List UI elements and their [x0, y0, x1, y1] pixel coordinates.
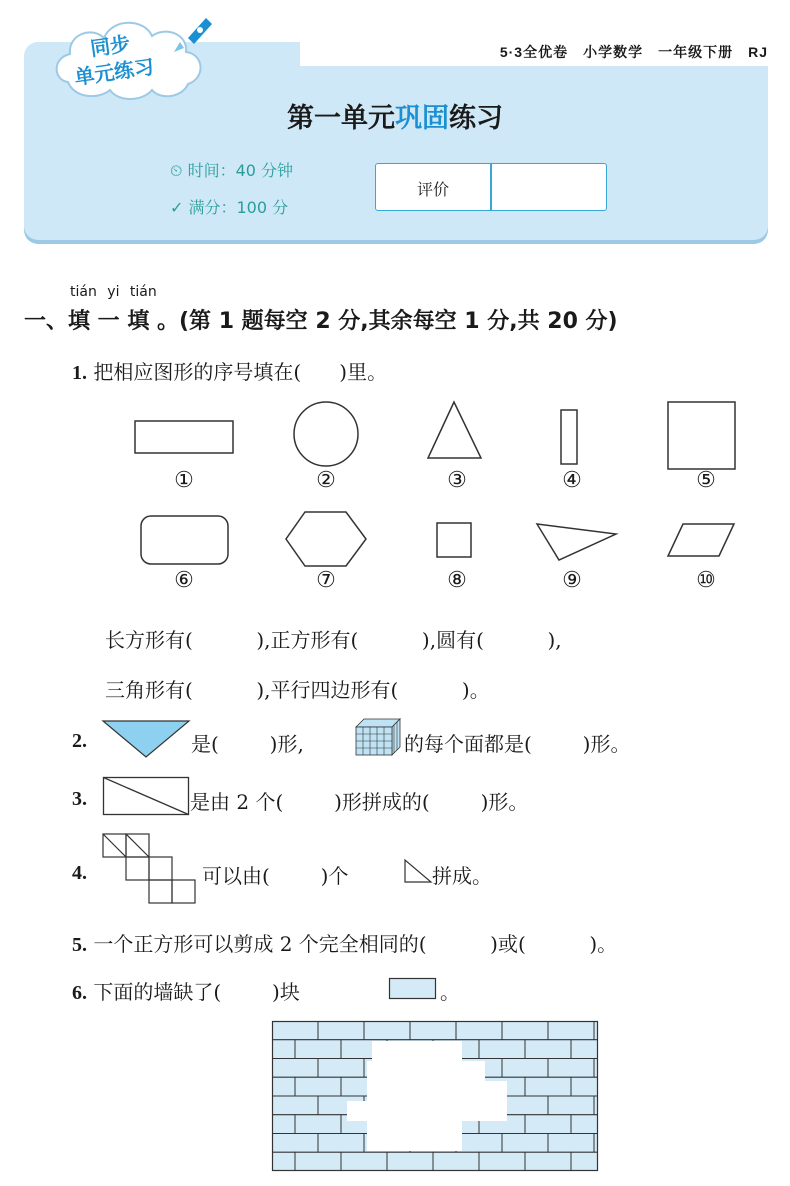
wall-brick: [364, 1059, 410, 1078]
wall-brick: [295, 1115, 341, 1134]
wall-brick: [594, 1096, 640, 1115]
wall-brick: [594, 1059, 640, 1078]
wall-brick: [548, 1059, 594, 1078]
wall-brick: [295, 1040, 341, 1059]
wall-brick: [341, 1115, 387, 1134]
wall-brick: [479, 1115, 525, 1134]
page-title: 第一单元巩固练习: [287, 103, 503, 134]
section-heading: 一、填 一 填 。(第 1 题每空 2 分,其余每空 1 分,共 20 分): [24, 309, 618, 334]
wall-brick: [456, 1134, 502, 1153]
wall-brick: [502, 1134, 548, 1153]
time-label: 时间：40 分钟: [187, 161, 294, 180]
shape-parallelogram-10: [668, 524, 734, 556]
wall-brick: [387, 1115, 433, 1134]
wall-brick: [456, 1059, 502, 1078]
shape-circle-2: [294, 402, 358, 466]
badge-line1: 同步: [88, 31, 132, 61]
shape-triangle-9: [537, 524, 616, 560]
shape-label-3: ③: [447, 468, 467, 493]
question-3-number: 3.: [72, 788, 87, 810]
wall-brick: [318, 1059, 364, 1078]
shape-label-5: ⑤: [696, 468, 716, 493]
wall-brick: [525, 1040, 571, 1059]
shape-label-8: ⑧: [447, 568, 467, 593]
wall-brick: [571, 1115, 617, 1134]
wall-brick: [525, 1115, 571, 1134]
section-pinyin: tián yi tián: [70, 284, 157, 300]
shape-label-4: ④: [562, 468, 582, 493]
clock-icon: ⏲: [170, 161, 183, 180]
wall-brick: [502, 1021, 548, 1040]
brick-wall-diagram: [272, 1021, 602, 1173]
shape-rounded-rectangle-6: [141, 516, 228, 564]
wall-brick: [571, 1152, 617, 1171]
question-6[interactable]: 6. 下面的墙缺了( )块: [72, 980, 300, 1004]
wall-brick: [341, 1077, 387, 1096]
wall-brick: [548, 1134, 594, 1153]
shape-rectangle-1: [135, 421, 233, 453]
wall-brick: [387, 1040, 433, 1059]
wall-brick: [410, 1134, 456, 1153]
wall-brick: [295, 1152, 341, 1171]
wall-brick: [433, 1152, 479, 1171]
downward-triangle-icon: [103, 719, 193, 759]
shape-label-1: ①: [174, 468, 194, 493]
question-4-part-a[interactable]: 可以由( )个: [202, 864, 349, 888]
wall-brick: [571, 1077, 617, 1096]
wall-brick: [433, 1040, 479, 1059]
rubik-cube-icon: [356, 719, 402, 755]
q1-answer-line-1[interactable]: 长方形有( ),正方形有( ),圆有( ),: [105, 628, 562, 652]
badge-line2: 单元练习: [72, 54, 156, 90]
shape-rectangle-4: [561, 410, 577, 464]
wall-brick: [387, 1077, 433, 1096]
time-row: [170, 158, 293, 181]
wall-brick: [272, 1096, 318, 1115]
score-label: 满分：100 分: [188, 198, 289, 217]
shape-triangle-3: [428, 402, 481, 458]
wall-brick: [364, 1096, 410, 1115]
wall-brick: [364, 1021, 410, 1040]
evaluation-field[interactable]: [492, 164, 606, 210]
wall-brick: [272, 1021, 318, 1040]
wall-brick: [272, 1059, 318, 1078]
wall-brick: [410, 1059, 456, 1078]
wall-brick: [364, 1134, 410, 1153]
wall-brick: [502, 1096, 548, 1115]
small-triangle-icon: [404, 858, 434, 884]
shape-hexagon-7: [286, 512, 366, 566]
wall-brick: [295, 1077, 341, 1096]
wall-brick: [594, 1134, 640, 1153]
question-2-number: 2.: [72, 730, 87, 752]
wall-brick: [456, 1021, 502, 1040]
shape-label-6: ⑥: [174, 568, 194, 593]
wall-brick: [525, 1077, 571, 1096]
shape-square-8: [437, 523, 471, 557]
wall-brick: [318, 1134, 364, 1153]
question-2-part-b[interactable]: 的每个面都是( )形。: [404, 732, 631, 756]
wall-brick: [318, 1096, 364, 1115]
wall-brick: [502, 1059, 548, 1078]
staircase-squares-icon: [103, 834, 203, 906]
question-5[interactable]: 5. 一个正方形可以剪成 2 个完全相同的( )或( )。: [72, 932, 618, 956]
wall-brick: [548, 1096, 594, 1115]
shape-label-9: ⑨: [562, 568, 582, 593]
book-info: 5·3全优卷 小学数学 一年级下册 RJ: [499, 44, 768, 60]
wall-brick: [410, 1096, 456, 1115]
rectangle-diagonal-icon: [103, 777, 193, 817]
question-1: 1. 把相应图形的序号填在( )里。: [72, 360, 388, 384]
wall-brick: [594, 1021, 640, 1040]
wall-brick: [341, 1040, 387, 1059]
wall-brick: [479, 1077, 525, 1096]
question-6-end: 。: [440, 980, 460, 1004]
wall-brick: [479, 1152, 525, 1171]
shape-label-7: ⑦: [316, 568, 336, 593]
wall-brick: [318, 1021, 364, 1040]
check-icon: ✓: [170, 198, 184, 217]
question-3-text[interactable]: 是由 2 个( )形拼成的( )形。: [190, 790, 529, 814]
wall-brick: [525, 1152, 571, 1171]
q1-answer-line-2[interactable]: 三角形有( ),平行四边形有( )。: [105, 678, 490, 702]
shape-square-5: [668, 402, 735, 469]
question-4-number: 4.: [72, 862, 87, 884]
evaluation-box: [375, 163, 607, 211]
question-2-part-a[interactable]: 是( )形,: [191, 732, 304, 756]
wall-brick: [433, 1115, 479, 1134]
question-4-part-b: 拼成。: [432, 864, 492, 888]
shape-label-10: ⑩: [696, 568, 716, 593]
wall-brick: [548, 1021, 594, 1040]
wall-brick: [272, 1134, 318, 1153]
score-row: [170, 195, 288, 218]
brick-icon: [389, 978, 439, 1002]
shape-label-2: ②: [316, 468, 336, 493]
wall-brick: [479, 1040, 525, 1059]
evaluation-label: 评价: [416, 180, 449, 199]
wall-brick: [433, 1077, 479, 1096]
wall-brick: [456, 1096, 502, 1115]
wall-brick: [410, 1021, 456, 1040]
wall-brick: [571, 1040, 617, 1059]
wall-brick: [387, 1152, 433, 1171]
wall-brick: [341, 1152, 387, 1171]
